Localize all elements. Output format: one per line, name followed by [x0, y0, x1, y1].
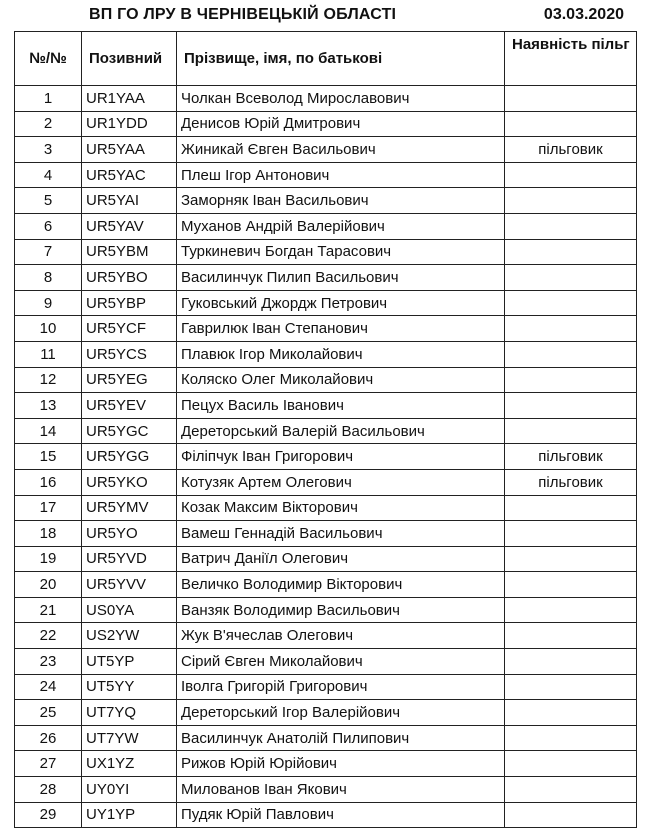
row-number: 6 [15, 213, 82, 239]
row-callsign: US0YA [82, 597, 177, 623]
row-benefit-status [505, 777, 637, 803]
row-number: 10 [15, 316, 82, 342]
row-full-name: Пецух Василь Іванович [177, 393, 505, 419]
header-row [15, 32, 637, 86]
row-full-name: Дереторський Валерій Васильович [177, 418, 505, 444]
table-row [15, 265, 637, 291]
row-callsign: UR5YBM [82, 239, 177, 265]
row-benefit-status [505, 623, 637, 649]
row-benefit-status [505, 418, 637, 444]
row-number: 12 [15, 367, 82, 393]
row-full-name: Милованов Іван Якович [177, 777, 505, 803]
table-row [15, 239, 637, 265]
row-callsign: UY0YI [82, 777, 177, 803]
row-callsign: UR5YEV [82, 393, 177, 419]
row-number: 20 [15, 572, 82, 598]
row-number: 26 [15, 725, 82, 751]
row-benefit-status [505, 802, 637, 828]
row-callsign: UT7YQ [82, 700, 177, 726]
row-number: 18 [15, 521, 82, 547]
table-row [15, 341, 637, 367]
row-full-name: Іволга Григорій Григорович [177, 674, 505, 700]
row-callsign: UR1YAA [82, 86, 177, 112]
row-callsign: UT5YP [82, 649, 177, 675]
table-row [15, 495, 637, 521]
row-full-name: Вамеш Геннадій Васильович [177, 521, 505, 547]
row-number: 16 [15, 469, 82, 495]
column-header-number: №/№ [15, 32, 82, 86]
row-full-name: Дереторський Ігор Валерійович [177, 700, 505, 726]
document-title: ВП ГО ЛРУ В ЧЕРНІВЕЦЬКІЙ ОБЛАСТІ [89, 6, 397, 23]
row-callsign: UR5YMV [82, 495, 177, 521]
row-benefit-status: пільговик [505, 444, 637, 470]
row-number: 13 [15, 393, 82, 419]
table-row [15, 367, 637, 393]
table-row [15, 572, 637, 598]
table-row [15, 674, 637, 700]
row-callsign: UT7YW [82, 725, 177, 751]
column-header-full-name: Прізвище, імя, по батькові [177, 32, 505, 86]
table-row [15, 521, 637, 547]
row-benefit-status [505, 393, 637, 419]
row-full-name: Василинчук Анатолій Пилипович [177, 725, 505, 751]
row-callsign: UR5YKO [82, 469, 177, 495]
row-full-name: Коляско Олег Миколайович [177, 367, 505, 393]
table-row [15, 802, 637, 828]
row-number: 19 [15, 546, 82, 572]
row-full-name: Ватрич Даніїл Олегович [177, 546, 505, 572]
members-table [14, 31, 637, 828]
row-benefit-status [505, 239, 637, 265]
row-number: 2 [15, 111, 82, 137]
row-callsign: UR1YDD [82, 111, 177, 137]
row-benefit-status [505, 316, 637, 342]
document-date: 03.03.2020 [543, 6, 624, 23]
row-callsign: US2YW [82, 623, 177, 649]
table-row [15, 597, 637, 623]
row-number: 17 [15, 495, 82, 521]
row-number: 28 [15, 777, 82, 803]
table-row [15, 444, 637, 470]
row-benefit-status [505, 213, 637, 239]
table-row [15, 418, 637, 444]
row-number: 5 [15, 188, 82, 214]
row-callsign: UR5YAV [82, 213, 177, 239]
row-callsign: UY1YP [82, 802, 177, 828]
row-callsign: UX1YZ [82, 751, 177, 777]
row-benefit-status [505, 111, 637, 137]
row-benefit-status [505, 188, 637, 214]
row-full-name: Туркиневич Богдан Тарасович [177, 239, 505, 265]
table-row [15, 777, 637, 803]
row-benefit-status [505, 700, 637, 726]
row-full-name: Рижов Юрій Юрійович [177, 751, 505, 777]
row-callsign: UR5YGG [82, 444, 177, 470]
row-benefit-status [505, 649, 637, 675]
row-full-name: Денисов Юрій Дмитрович [177, 111, 505, 137]
row-callsign: UR5YBO [82, 265, 177, 291]
row-full-name: Величко Володимир Вікторович [177, 572, 505, 598]
row-number: 8 [15, 265, 82, 291]
row-callsign: UR5YCS [82, 341, 177, 367]
row-number: 15 [15, 444, 82, 470]
row-number: 3 [15, 137, 82, 163]
row-number: 27 [15, 751, 82, 777]
row-full-name: Плавюк Ігор Миколайович [177, 341, 505, 367]
row-benefit-status: пільговик [505, 137, 637, 163]
row-number: 22 [15, 623, 82, 649]
row-benefit-status [505, 162, 637, 188]
row-callsign: UR5YAC [82, 162, 177, 188]
row-full-name: Пудяк Юрій Павлович [177, 802, 505, 828]
table-row [15, 700, 637, 726]
table-body [15, 86, 637, 828]
table-row [15, 213, 637, 239]
row-callsign: UR5YGC [82, 418, 177, 444]
row-callsign: UR5YBP [82, 290, 177, 316]
row-benefit-status [505, 495, 637, 521]
table-row [15, 623, 637, 649]
row-full-name: Котузяк Артем Олегович [177, 469, 505, 495]
row-benefit-status [505, 674, 637, 700]
table-row [15, 751, 637, 777]
row-number: 14 [15, 418, 82, 444]
row-benefit-status [505, 341, 637, 367]
row-benefit-status [505, 546, 637, 572]
row-benefit-status [505, 265, 637, 291]
row-callsign: UR5YO [82, 521, 177, 547]
row-full-name: Жиникай Євген Васильович [177, 137, 505, 163]
row-benefit-status [505, 521, 637, 547]
table-row [15, 393, 637, 419]
column-header-callsign: Позивний [82, 32, 177, 86]
row-callsign: UR5YAI [82, 188, 177, 214]
row-full-name: Василинчук Пилип Васильович [177, 265, 505, 291]
row-full-name: Заморняк Іван Васильович [177, 188, 505, 214]
row-full-name: Чолкан Всеволод Мирославович [177, 86, 505, 112]
row-full-name: Сірий Євген Миколайович [177, 649, 505, 675]
table-row [15, 316, 637, 342]
row-full-name: Жук В'ячеслав Олегович [177, 623, 505, 649]
column-header-benefits: Наявність пільг [505, 32, 637, 86]
row-full-name: Плеш Ігор Антонович [177, 162, 505, 188]
row-full-name: Ванзяк Володимир Васильович [177, 597, 505, 623]
table-row [15, 162, 637, 188]
table-row [15, 137, 637, 163]
row-benefit-status [505, 725, 637, 751]
table-row [15, 290, 637, 316]
table-row [15, 86, 637, 112]
table-row [15, 725, 637, 751]
row-full-name: Філіпчук Іван Григорович [177, 444, 505, 470]
table-row [15, 469, 637, 495]
table-row [15, 111, 637, 137]
row-benefit-status: пільговик [505, 469, 637, 495]
row-callsign: UR5YAA [82, 137, 177, 163]
table-row [15, 546, 637, 572]
row-number: 7 [15, 239, 82, 265]
row-benefit-status [505, 86, 637, 112]
row-number: 23 [15, 649, 82, 675]
row-callsign: UT5YY [82, 674, 177, 700]
row-benefit-status [505, 597, 637, 623]
row-benefit-status [505, 290, 637, 316]
row-full-name: Козак Максим Вікторович [177, 495, 505, 521]
row-callsign: UR5YVD [82, 546, 177, 572]
row-benefit-status [505, 751, 637, 777]
row-number: 21 [15, 597, 82, 623]
row-number: 11 [15, 341, 82, 367]
row-number: 4 [15, 162, 82, 188]
row-benefit-status [505, 367, 637, 393]
row-number: 24 [15, 674, 82, 700]
row-full-name: Гуковський Джордж Петрович [177, 290, 505, 316]
row-number: 29 [15, 802, 82, 828]
table-header [15, 32, 637, 86]
table-row [15, 188, 637, 214]
row-benefit-status [505, 572, 637, 598]
row-number: 9 [15, 290, 82, 316]
table-row [15, 649, 637, 675]
row-number: 1 [15, 86, 82, 112]
document-header [14, 4, 636, 28]
row-full-name: Муханов Андрій Валерійович [177, 213, 505, 239]
row-callsign: UR5YVV [82, 572, 177, 598]
row-full-name: Гаврилюк Іван Степанович [177, 316, 505, 342]
row-callsign: UR5YEG [82, 367, 177, 393]
row-number: 25 [15, 700, 82, 726]
row-callsign: UR5YCF [82, 316, 177, 342]
